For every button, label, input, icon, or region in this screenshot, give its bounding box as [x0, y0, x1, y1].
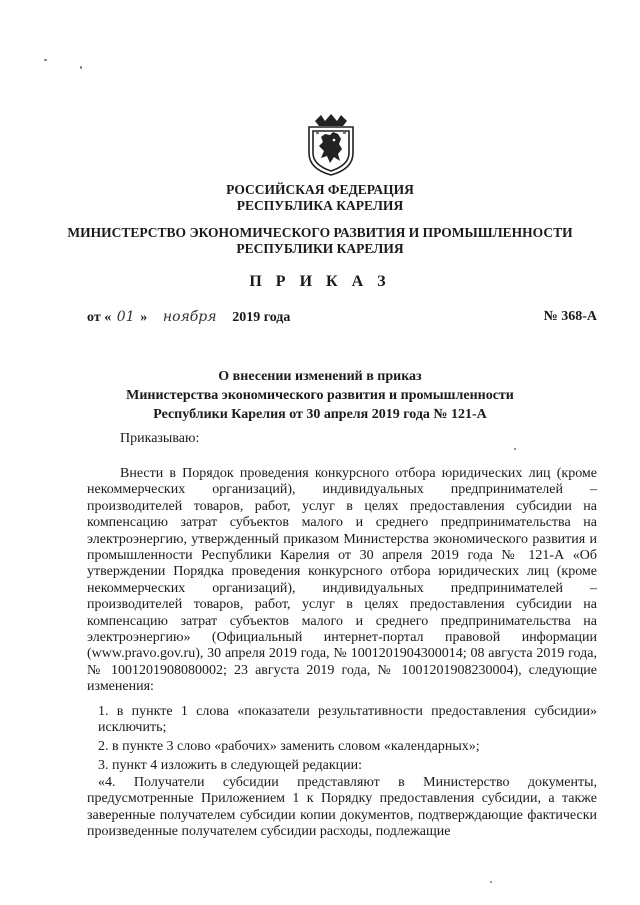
- title-line-1: О внесении изменений в приказ: [218, 369, 422, 384]
- date-mid: »: [140, 310, 148, 325]
- scan-speck: [80, 66, 82, 69]
- list-item-1: 1. в пункте 1 слова «показатели результативности предоставления субсидии» исключить;: [98, 704, 597, 736]
- date-day-handwritten: 01: [116, 309, 135, 325]
- header-ministry: МИНИСТЕРСТВО ЭКОНОМИЧЕСКОГО РАЗВИТИЯ И ПРОМЫШЛЕННОСТИ: [67, 225, 573, 240]
- date-number-line: [87, 309, 597, 329]
- header-federation: РОССИЙСКАЯ ФЕДЕРАЦИЯ: [226, 182, 414, 197]
- list-item-3: 3. пункт 4 изложить в следующей редакции:: [98, 758, 362, 773]
- order-number: № 368-А: [543, 309, 597, 324]
- title-line-3: Республики Карелия от 30 апреля 2019 года № 121-А: [153, 407, 487, 422]
- header-federation-block: [0, 182, 640, 214]
- document-type: П Р И К А З: [249, 273, 391, 290]
- date-year: 2019 года: [232, 310, 291, 325]
- quoted-paragraph: «4. Получатели субсидии представляют в Министерство документы, предусмотренные Приложением 1 к Порядку предоставления субсидии, а также заверенные получателем субсидии копии документов, подтверждающие фактически произведенные получателем субсидии расходы, подлежащие: [87, 775, 597, 840]
- title-line-2: Министерства экономического развития и промышленности: [126, 388, 514, 403]
- karelia-coat-of-arms-icon: [303, 113, 359, 177]
- order-word: Приказываю:: [120, 431, 200, 446]
- header-ministry-line2: РЕСПУБЛИКИ КАРЕЛИЯ: [236, 241, 404, 256]
- order-date: [87, 309, 290, 326]
- main-paragraph: Внести в Порядок проведения конкурсного отбора юридических лиц (кроме некоммерческих организаций), индивидуальных предпринимателей – производителей товаров, работ, услуг в целях предоставления субсидии на компенсацию затрат субъектов малого и среднего предпринимательства на электроэнергию, утвержденный приказом Министерства экономического развития и промышленности Республики Карелия от 30 апреля 2019 года № 121-А «Об утверждении Порядка проведения конкурсного отбора юридических лиц (кроме некоммерческих организаций), индивидуальных предпринимателей – производителей товаров, работ, услуг в целях предоставления субсидии на компенсацию затрат субъектов малого и среднего предпринимательства на электроэнергию» (Официальный интернет-портал правовой информации (www.pravo.gov.ru), 30 апреля 2019 года, № 1001201904300014; 08 августа 2019 года, № 1001201908080002; 23 августа 2019 года, № 1001201908230004), следующие изменения:: [87, 466, 597, 695]
- order-title: [0, 367, 640, 424]
- list-item-2: 2. в пункте 3 слово «рабочих» заменить словом «календарных»;: [98, 739, 480, 754]
- scan-speck: [44, 59, 47, 61]
- date-prefix: от «: [87, 310, 112, 325]
- header-ministry-block: [20, 225, 620, 257]
- date-month-handwritten: ноября: [162, 309, 217, 325]
- scan-speck: [514, 448, 516, 450]
- header-republic: РЕСПУБЛИКА КАРЕЛИЯ: [236, 198, 404, 213]
- scan-speck: [490, 881, 492, 883]
